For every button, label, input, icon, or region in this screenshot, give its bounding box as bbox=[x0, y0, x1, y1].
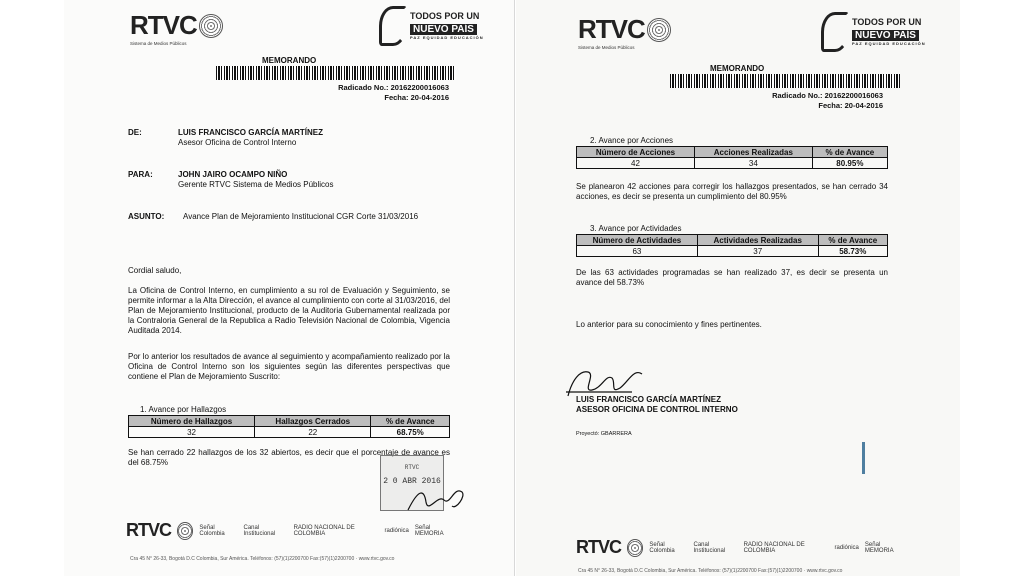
para-role: Gerente RTVC Sistema de Medios Públicos bbox=[178, 180, 334, 189]
table-header: Hallazgos Cerrados bbox=[255, 416, 371, 427]
greeting: Cordial saludo, bbox=[128, 266, 182, 275]
table-header: % de Avance bbox=[812, 147, 887, 158]
memo-page-1 bbox=[64, 0, 515, 576]
para-block bbox=[178, 170, 333, 190]
footer-logo-senal-colombia: Señal Colombia bbox=[199, 524, 225, 537]
gov-logo bbox=[821, 12, 926, 52]
memo-title: MEMORANDO bbox=[262, 56, 317, 65]
rtvc-swirl-icon bbox=[199, 14, 223, 38]
footer-logo-radio-nacional: RADIO NACIONAL DE COLOMBIA bbox=[743, 541, 805, 554]
table-header-row bbox=[577, 147, 888, 158]
rtvc-tagline: Sistema de Medios Públicos bbox=[578, 45, 635, 50]
closing-paragraph: Lo anterior para su conocimiento y fines pertinentes. bbox=[576, 320, 762, 329]
table-cell: 42 bbox=[577, 158, 695, 169]
gov-logo-line3: PAZ EQUIDAD EDUCACIÓN bbox=[852, 41, 926, 46]
footer-logo-senal-memoria: Señal MEMORIA bbox=[414, 524, 444, 537]
rtvc-logo-text: RTVC bbox=[578, 14, 645, 44]
footer-address: Cra 45 N° 26-33, Bogotá D.C Colombia, Sur América. Teléfonos: (57)(1)2200700 Fax:(57)(1)2200700 · www.rtvc.gov.co bbox=[578, 568, 843, 574]
gov-logo-line2: NUEVO PAÍS bbox=[852, 30, 919, 41]
footer-logo-canal-institucional: Canal Institucional bbox=[693, 541, 726, 554]
table-cell: 58.73% bbox=[818, 246, 887, 257]
footer-logos bbox=[126, 520, 456, 541]
acciones-table bbox=[576, 146, 888, 169]
table-header: Número de Hallazgos bbox=[129, 416, 255, 427]
body-paragraph-2: Por lo anterior los resultados de avance al seguimiento y acompañamiento realizado por la Oficina de Control Interno son los siguientes según las diferentes perspectivas que contiene el Plan de Mejoramiento Suscrito: bbox=[128, 352, 450, 381]
rtvc-tagline: Sistema de Medios Públicos bbox=[130, 41, 187, 46]
de-label: DE: bbox=[128, 128, 142, 137]
signer-role: ASESOR OFICINA DE CONTROL INTERNO bbox=[576, 405, 738, 414]
para-name: JOHN JAIRO OCAMPO NIÑO bbox=[178, 170, 288, 179]
table-cell: 63 bbox=[577, 246, 698, 257]
footer-logo-senal-colombia: Señal Colombia bbox=[649, 541, 675, 554]
footer-logo-radionica: radiónica bbox=[834, 544, 859, 551]
footer-logo-radio-nacional: RADIO NACIONAL DE COLOMBIA bbox=[293, 524, 355, 537]
footer-logo-rtvc: RTVC bbox=[576, 537, 621, 557]
table-header: Actividades Realizadas bbox=[697, 235, 818, 246]
table3-caption: 3. Avance por Actividades bbox=[590, 224, 682, 233]
rtvc-swirl-icon bbox=[177, 522, 193, 540]
table-header: % de Avance bbox=[818, 235, 887, 246]
gov-logo-line1: TODOS POR UN bbox=[852, 17, 922, 27]
table-header: Número de Actividades bbox=[577, 235, 698, 246]
radicado-block bbox=[726, 91, 883, 111]
gov-logo-line3: PAZ EQUIDAD EDUCACIÓN bbox=[410, 35, 484, 40]
asunto-text: Avance Plan de Mejoramiento Institucional CGR Corte 31/03/2016 bbox=[183, 212, 419, 221]
hallazgos-table bbox=[128, 415, 450, 438]
table-row bbox=[577, 246, 888, 257]
de-role: Asesor Oficina de Control Interno bbox=[178, 138, 297, 147]
gov-logo-line2: NUEVO PAÍS bbox=[410, 24, 477, 35]
projected-by: Proyectó: GBARRERA bbox=[576, 431, 632, 437]
signer-name: LUIS FRANCISCO GARCÍA MARTÍNEZ bbox=[576, 395, 722, 404]
table-header: % de Avance bbox=[371, 416, 450, 427]
rtvc-swirl-icon bbox=[627, 539, 643, 557]
radicado-number: Radicado No.: 20162200016063 bbox=[772, 91, 883, 100]
asunto-label: ASUNTO: bbox=[128, 212, 165, 221]
gov-logo bbox=[379, 6, 484, 46]
footer-logo-canal-institucional: Canal Institucional bbox=[243, 524, 276, 537]
memo-date: Fecha: 20-04-2016 bbox=[384, 93, 449, 102]
table-cell: 37 bbox=[697, 246, 818, 257]
gov-logo-line1: TODOS POR UN bbox=[410, 11, 480, 21]
de-block bbox=[178, 128, 323, 148]
memo-title: MEMORANDO bbox=[710, 64, 765, 73]
stamp-line: RTVC bbox=[404, 464, 420, 471]
footer-logo-rtvc: RTVC bbox=[126, 520, 171, 540]
body-paragraph-1: La Oficina de Control Interno, en cumplimiento a su rol de Evaluación y Seguimiento, se permite informar a la Alta Dirección, el avance al cumplimiento con corte al 31/03/2016, del Plan de Mejoramiento Institucional, producto de la Auditoria Gubernamental realizada por la Contraloria General de la Republica a Radio Televisión Nacional de Colombia, Vigencia Auditada 2014. bbox=[128, 286, 450, 335]
memo-page-2 bbox=[516, 0, 960, 576]
table-header: Acciones Realizadas bbox=[694, 147, 812, 158]
table-row bbox=[577, 158, 888, 169]
memo-date: Fecha: 20-04-2016 bbox=[818, 101, 883, 110]
radicado-number: Radicado No.: 20162200016063 bbox=[338, 83, 449, 92]
footer-logos bbox=[576, 537, 906, 558]
colombia-flag-icon bbox=[379, 6, 407, 46]
initials-signature bbox=[404, 480, 474, 520]
blue-mark bbox=[862, 442, 865, 474]
table2-caption: 2. Avance por Acciones bbox=[590, 136, 674, 145]
footer-logo-senal-memoria: Señal MEMORIA bbox=[864, 541, 894, 554]
table-header-row bbox=[577, 235, 888, 246]
table-cell: 68.75% bbox=[371, 427, 450, 438]
stamp-date: 2 0 ABR 2016 bbox=[383, 477, 441, 486]
rtvc-logo bbox=[130, 10, 223, 46]
rtvc-logo bbox=[578, 14, 671, 50]
footer-address: Cra 45 N° 26-33, Bogotá D.C Colombia, Sur América. Teléfonos: (57)(1)2200700 Fax:(57)(1)2200700 · www.rtvc.gov.co bbox=[130, 556, 395, 562]
signature-block bbox=[576, 395, 738, 415]
barcode bbox=[670, 74, 900, 88]
para-label: PARA: bbox=[128, 170, 153, 179]
radicado-block bbox=[294, 83, 449, 103]
de-name: LUIS FRANCISCO GARCÍA MARTÍNEZ bbox=[178, 128, 324, 137]
actividades-table bbox=[576, 234, 888, 257]
table-header-row bbox=[129, 416, 450, 427]
table-cell: 80.95% bbox=[812, 158, 887, 169]
body-paragraph-3: Se han cerrado 22 hallazgos de los 32 abiertos, es decir que el porcentaje de avance es del 68.75% bbox=[128, 448, 450, 467]
footer-logo-radionica: radiónica bbox=[384, 527, 409, 534]
table1-caption: 1. Avance por Hallazgos bbox=[140, 405, 227, 414]
rtvc-swirl-icon bbox=[647, 18, 671, 42]
table-cell: 34 bbox=[694, 158, 812, 169]
body-paragraph-2: De las 63 actividades programadas se han realizado 37, es decir se presenta un avance del 58.73% bbox=[576, 268, 888, 287]
table-row bbox=[129, 427, 450, 438]
body-paragraph-1: Se planearon 42 acciones para corregir los hallazgos presentados, se han cerrado 34 acciones, es decir se presenta un cumplimiento del 80.95% bbox=[576, 182, 888, 201]
colombia-flag-icon bbox=[821, 12, 849, 52]
barcode bbox=[216, 66, 456, 80]
table-cell: 32 bbox=[129, 427, 255, 438]
table-cell: 22 bbox=[255, 427, 371, 438]
rtvc-logo-text: RTVC bbox=[130, 10, 197, 40]
table-header: Número de Acciones bbox=[577, 147, 695, 158]
